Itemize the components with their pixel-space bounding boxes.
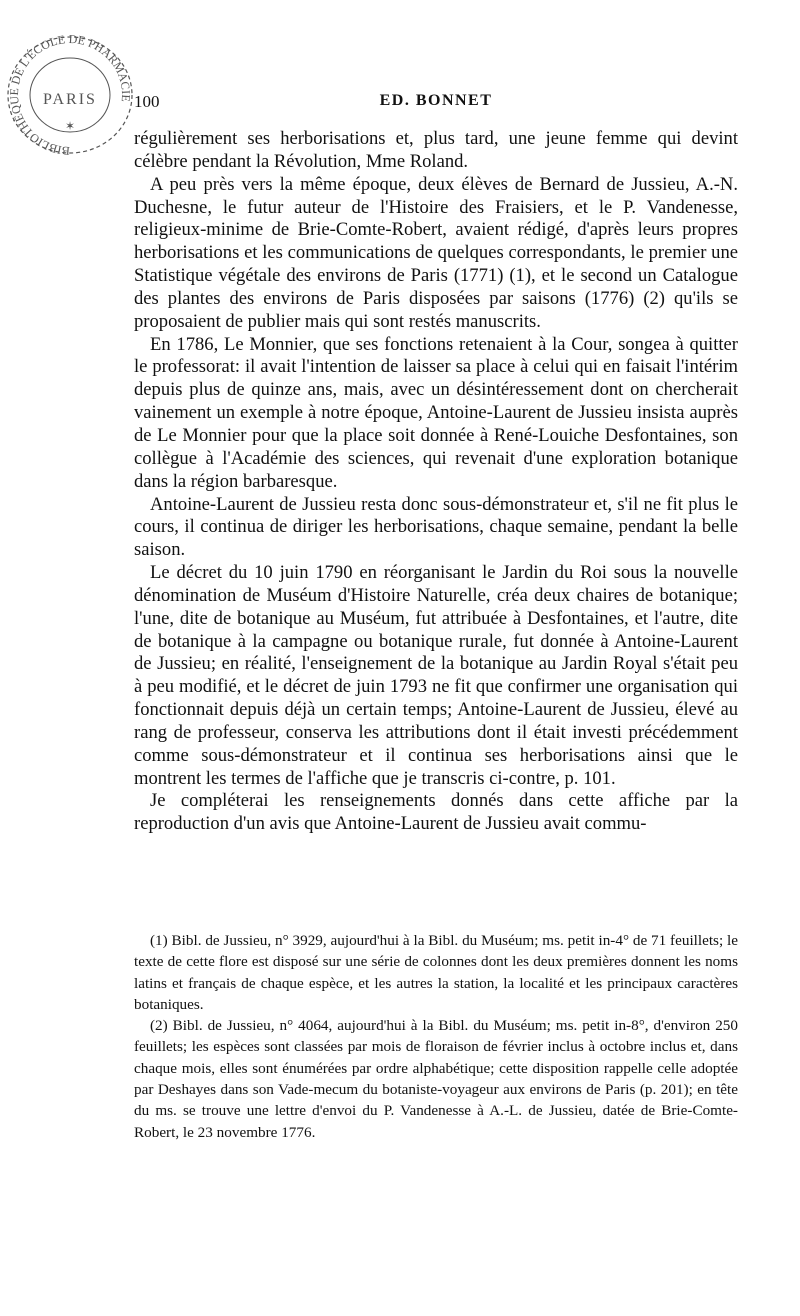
library-stamp — [0, 32, 140, 162]
main-text — [134, 128, 738, 836]
paragraph: A peu près vers la même époque, deux élèves de Bernard de Jussieu, A.-N. Duchesne, le futur auteur de l'Histoire des Fraisiers, et le P. Vandenesse, religieux-minime de Brie-Comte-Robert, avaient rédigé, d'après leurs propres herborisations et les communications de quelques correspondants, le premier une Statistique végétale des environs de Paris (1771) (1), et le second un Catalogue des plantes des environs de Paris disposées par saisons (1776) (2) qu'ils se proposaient de publier mais qui sont restés manuscrits. — [134, 173, 738, 332]
paragraph: Antoine-Laurent de Jussieu resta donc sous-démonstrateur et, s'il ne fit plus le cours, il continua de diriger les herborisations, chaque semaine, pendant la belle saison. — [134, 493, 738, 561]
running-head: ED. BONNET — [379, 92, 493, 109]
paragraph: En 1786, Le Monnier, que ses fonctions retenaient à la Cour, songea à quitter le professorat: il avait l'intention de laisser sa place à celui qui en faisait l'intérim depuis plus de quinze ans, mais, avec un désintéressement dont on chercherait vainement un exemple à notre époque, Antoine-Laurent de Jussieu insista auprès de Le Monnier pour que la place soit donnée à René-Louiche Desfontaines, son collègue à l'Académie des sciences, qui revenait d'une exploration botanique dans la région barbaresque. — [134, 333, 738, 492]
footnotes — [134, 930, 738, 1143]
footnote: (2) Bibl. de Jussieu, n° 4064, aujourd'hui à la Bibl. du Muséum; ms. petit in-8°, d'environ 250 feuillets; les espèces sont classées par mois de floraison de février inclus à octobre inclus et, dans chaque mois, elles sont énumérées par ordre alphabétique; cette disposition rappelle celle adoptée par Deshayes dans son Vade-mecum du botaniste-voyageur aux environs de Paris (p. 201); en tête du ms. se trouve une lettre d'envoi du P. Vandenesse à A.-L. de Jussieu, datée de Brie-Comte-Robert, le 23 novembre 1776. — [134, 1017, 738, 1141]
page-number: 100 — [134, 92, 160, 111]
footnote: (1) Bibl. de Jussieu, n° 3929, aujourd'hui à la Bibl. du Muséum; ms. petit in-4° de 71 feuillets; le texte de cette flore est disposé sur une série de colonnes dont les deux premières donnent les noms latins et français de chaque espèce, et les autres la station, la localité et les principaux caractères botaniques. — [134, 932, 738, 1013]
stamp-center-text: PARIS — [43, 91, 97, 108]
page-header — [134, 92, 738, 118]
paragraph: Je compléterai les renseignements donnés dans cette affiche par la reproduction d'un avis que Antoine-Laurent de Jussieu avait commu- — [134, 790, 738, 835]
paragraph: régulièrement ses herborisations et, plus tard, une jeune femme qui devint célèbre pendant la Révolution, Mme Roland. — [134, 128, 738, 172]
stamp-ring-text: BIBLIOTHÈQUE DE L'ÉCOLE DE PHARMACIE — [6, 32, 134, 159]
paragraph: Le décret du 10 juin 1790 en réorganisant le Jardin du Roi sous la nouvelle dénomination de Muséum d'Histoire Naturelle, créa deux chaires de botanique; l'une, dite de botanique au Muséum, fut attribuée à Desfontaines, et l'autre, dite de botanique à la campagne ou botanique rurale, fut donnée à Antoine-Laurent de Jussieu; en réalité, l'enseignement de la botanique au Jardin Royal s'était peu à peu modifié, et le décret de juin 1793 ne fit que confirmer une organisation qui fonctionnait depuis déjà un certain temps; Antoine-Laurent de Jussieu, élevé au rang de professeur, conserva les attributions dont il était investi précédemment comme sous-démonstrateur et il continua ses herborisations ainsi que le montrent les termes de l'affiche que je transcris ci-contre, p. 101. — [134, 562, 738, 789]
star-icon: ✶ — [64, 119, 76, 133]
